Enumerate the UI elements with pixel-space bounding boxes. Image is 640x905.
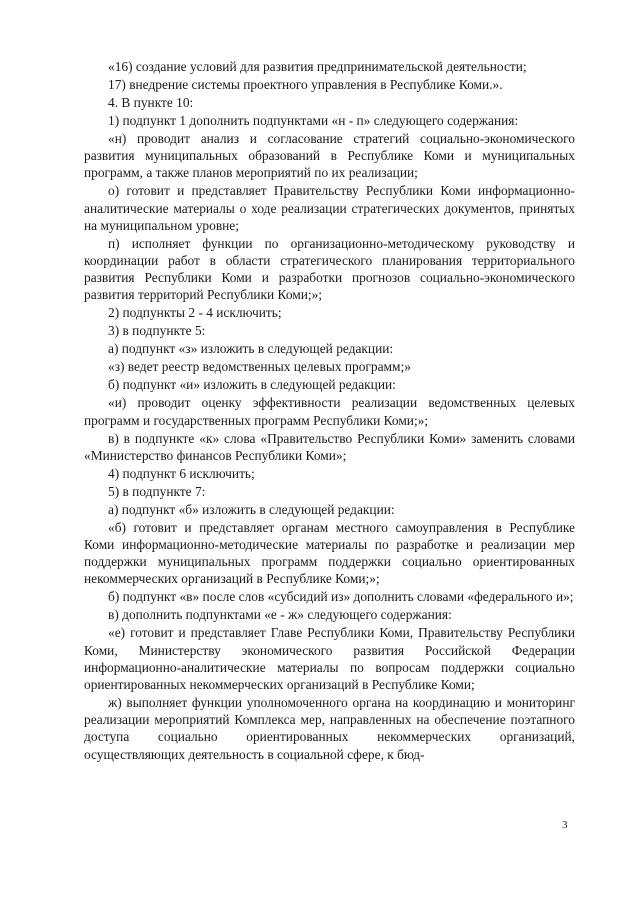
paragraph-z: «з) ведет реестр ведомственных целевых программ;» bbox=[108, 359, 411, 375]
paragraph-a-2: а) подпункт «б» изложить в следующей редакции: bbox=[108, 501, 395, 517]
paragraph-e: «е) готовит и представляет Главе Республики Коми, Правительству Республики Коми, Министерству экономического развития Российской Федерации информационно-аналитические материалы по вопросам поддержки социально ориентированных некоммерческих организаций в Республике Коми; bbox=[84, 625, 575, 693]
document-body bbox=[84, 58, 575, 764]
paragraph-a-1: а) подпункт «з» изложить в следующей редакции: bbox=[108, 341, 394, 357]
paragraph-p: п) исполняет функции по организационно-методическому руководству и координации работ в области стратегического планирования территориального развития Республики Коми и разработки прогнозов социально-экономического развития территорий Республики Коми;»; bbox=[84, 235, 575, 303]
paragraph-v-1: в) в подпункте «к» слова «Правительство Республики Коми» заменить словами «Министерство финансов Республики Коми»; bbox=[84, 430, 575, 463]
paragraph-n: «н) проводит анализ и согласование стратегий социально-экономического развития муниципальных образований в Республике Коми и муниципальных программ, а также планов мероприятий по их реализации; bbox=[84, 131, 575, 181]
paragraph-o: о) готовит и представляет Правительству Республики Коми информационно-аналитические материалы о ходе реализации стратегических документов, принятых на муниципальном уровне; bbox=[84, 183, 575, 233]
paragraph-item-17: 17) внедрение системы проектного управления в Республике Коми.». bbox=[108, 77, 503, 92]
paragraph-b-quote: «б) готовит и представляет органам местного самоуправления в Республике Коми информационно-методические материалы по разработке и реализации мер поддержки муниципальных программ поддержки социально ориентированных некоммерческих организаций в Республике Коми;»; bbox=[84, 519, 575, 587]
paragraph-b-2: б) подпункт «в» после слов «субсидий из» дополнить словами «федерального и»; bbox=[108, 589, 574, 605]
paragraph-item-16: «16) создание условий для развития предпринимательской деятельности; bbox=[108, 59, 527, 74]
paragraph-subpoint-5: 5) в подпункте 7: bbox=[108, 483, 206, 499]
paragraph-subpoint-1: 1) подпункт 1 дополнить подпунктами «н - п» следующего содержания: bbox=[108, 113, 519, 128]
page-number: 3 bbox=[562, 819, 568, 831]
paragraph-subpoint-2: 2) подпункты 2 - 4 исключить; bbox=[108, 305, 282, 321]
paragraph-subpoint-4: 4) подпункт 6 исключить; bbox=[108, 465, 255, 481]
paragraph-zh: ж) выполняет функции уполномоченного органа на координацию и мониторинг реализации мероприятий Комплекса мер, направленных на обеспечение поэтапного доступа социально ориентированных некоммерческих организаций, осуществляющих деятельность в социальной сфере, к бюд- bbox=[84, 695, 575, 762]
paragraph-point-4: 4. В пункте 10: bbox=[108, 95, 194, 110]
paragraph-i: «и) проводит оценку эффективности реализации ведомственных целевых программ и государственных программ Республики Коми;»; bbox=[84, 395, 575, 428]
paragraph-v-2: в) дополнить подпунктами «е - ж» следующего содержания: bbox=[108, 607, 452, 623]
paragraph-subpoint-3: 3) в подпункте 5: bbox=[108, 323, 206, 339]
paragraph-b-1: б) подпункт «и» изложить в следующей редакции: bbox=[108, 377, 396, 393]
